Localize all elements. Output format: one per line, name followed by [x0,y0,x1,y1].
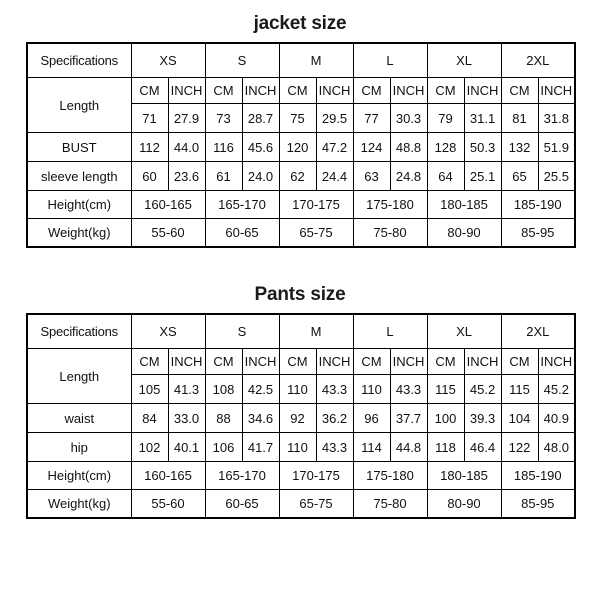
jacket-sleeve-cm-s: 61 [205,162,242,191]
pants-unit-inch-xs: INCH [168,349,205,375]
pants-unit-cm-m: CM [279,349,316,375]
jacket-measure-row-bust [27,133,575,162]
jacket-sleeve-cm-xs: 60 [131,162,168,191]
pants-hip-cm-s: 106 [205,433,242,462]
jacket-bust-cm-xl: 128 [427,133,464,162]
jacket-unit-cm-m: CM [279,78,316,104]
jacket-length-cm-l: 77 [353,104,390,133]
jacket-weight-m: 65-75 [279,219,353,248]
pants-unit-inch-l: INCH [390,349,427,375]
pants-unit-inch-xl: INCH [464,349,501,375]
jacket-height-s: 165-170 [205,191,279,219]
pants-size-header-xs: XS [131,314,205,349]
pants-weight-row [27,490,575,519]
pants-weight-xs: 55-60 [131,490,205,519]
jacket-length-cm-xs: 71 [131,104,168,133]
jacket-height-l: 175-180 [353,191,427,219]
jacket-bust-cm-2xl: 132 [501,133,538,162]
pants-size-section [26,248,574,519]
jacket-units-row [27,78,575,104]
pants-length-cm-s: 108 [205,375,242,404]
pants-hip-cm-2xl: 122 [501,433,538,462]
jacket-row-label-height: Height(cm) [27,191,131,219]
jacket-size-table [26,42,576,248]
pants-waist-cm-s: 88 [205,404,242,433]
jacket-bust-inch-s: 45.6 [242,133,279,162]
pants-length-inch-xs: 41.3 [168,375,205,404]
jacket-size-header-2xl: 2XL [501,43,575,78]
pants-size-header-xl: XL [427,314,501,349]
jacket-bust-inch-xs: 44.0 [168,133,205,162]
jacket-sleeve-inch-s: 24.0 [242,162,279,191]
jacket-weight-2xl: 85-95 [501,219,575,248]
pants-unit-inch-m: INCH [316,349,353,375]
jacket-bust-inch-l: 48.8 [390,133,427,162]
pants-hip-inch-m: 43.3 [316,433,353,462]
pants-length-cm-2xl: 115 [501,375,538,404]
jacket-unit-inch-m: INCH [316,78,353,104]
jacket-height-xl: 180-185 [427,191,501,219]
jacket-length-inch-xl: 31.1 [464,104,501,133]
pants-row-label-weight: Weight(kg) [27,490,131,519]
pants-waist-cm-xl: 100 [427,404,464,433]
jacket-size-header-s: S [205,43,279,78]
jacket-length-inch-m: 29.5 [316,104,353,133]
pants-row-label-waist: waist [27,404,131,433]
pants-hip-cm-xs: 102 [131,433,168,462]
pants-waist-cm-2xl: 104 [501,404,538,433]
jacket-sleeve-cm-2xl: 65 [501,162,538,191]
pants-height-xl: 180-185 [427,462,501,490]
pants-row-label-length: Length [27,349,131,404]
pants-weight-2xl: 85-95 [501,490,575,519]
jacket-height-row [27,191,575,219]
pants-length-cm-m: 110 [279,375,316,404]
pants-hip-inch-xl: 46.4 [464,433,501,462]
jacket-unit-cm-xl: CM [427,78,464,104]
jacket-size-section [26,0,574,248]
pants-hip-inch-xs: 40.1 [168,433,205,462]
pants-size-table [26,313,576,519]
jacket-size-header-m: M [279,43,353,78]
jacket-unit-inch-l: INCH [390,78,427,104]
jacket-sleeve-inch-xs: 23.6 [168,162,205,191]
pants-unit-inch-2xl: INCH [538,349,575,375]
pants-waist-inch-s: 34.6 [242,404,279,433]
pants-size-header-s: S [205,314,279,349]
pants-row-label-height: Height(cm) [27,462,131,490]
jacket-sleeve-inch-l: 24.8 [390,162,427,191]
pants-waist-inch-l: 37.7 [390,404,427,433]
jacket-length-cm-2xl: 81 [501,104,538,133]
pants-height-row [27,462,575,490]
jacket-weight-l: 75-80 [353,219,427,248]
jacket-sleeve-inch-2xl: 25.5 [538,162,575,191]
jacket-unit-cm-s: CM [205,78,242,104]
pants-length-cm-xl: 115 [427,375,464,404]
jacket-length-cm-s: 73 [205,104,242,133]
jacket-bust-inch-m: 47.2 [316,133,353,162]
jacket-bust-cm-xs: 112 [131,133,168,162]
pants-row-label-hip: hip [27,433,131,462]
pants-header-row [27,314,575,349]
pants-length-cm-l: 110 [353,375,390,404]
jacket-header-row [27,43,575,78]
jacket-measure-row-sleeve-length [27,162,575,191]
pants-hip-inch-l: 44.8 [390,433,427,462]
jacket-sleeve-cm-l: 63 [353,162,390,191]
pants-units-row [27,349,575,375]
jacket-weight-xl: 80-90 [427,219,501,248]
jacket-bust-cm-s: 116 [205,133,242,162]
jacket-chart-title: jacket size [253,13,347,34]
jacket-sleeve-cm-m: 62 [279,162,316,191]
jacket-size-header-l: L [353,43,427,78]
pants-weight-l: 75-80 [353,490,427,519]
jacket-unit-cm-2xl: CM [501,78,538,104]
pants-length-inch-xl: 45.2 [464,375,501,404]
pants-spec-header: Specifications [27,314,131,349]
pants-measure-row-hip [27,433,575,462]
pants-hip-cm-xl: 118 [427,433,464,462]
jacket-sleeve-inch-xl: 25.1 [464,162,501,191]
jacket-row-label-sleeve-length: sleeve length [27,162,131,191]
jacket-bust-inch-xl: 50.3 [464,133,501,162]
jacket-size-header-xs: XS [131,43,205,78]
jacket-length-inch-s: 28.7 [242,104,279,133]
pants-waist-inch-xl: 39.3 [464,404,501,433]
jacket-weight-xs: 55-60 [131,219,205,248]
pants-waist-inch-m: 36.2 [316,404,353,433]
jacket-unit-inch-xl: INCH [464,78,501,104]
jacket-length-inch-2xl: 31.8 [538,104,575,133]
jacket-unit-inch-2xl: INCH [538,78,575,104]
jacket-height-m: 170-175 [279,191,353,219]
pants-unit-cm-xs: CM [131,349,168,375]
pants-height-2xl: 185-190 [501,462,575,490]
pants-length-inch-l: 43.3 [390,375,427,404]
pants-size-header-2xl: 2XL [501,314,575,349]
jacket-weight-s: 60-65 [205,219,279,248]
pants-hip-cm-m: 110 [279,433,316,462]
jacket-row-label-length: Length [27,78,131,133]
pants-hip-inch-s: 41.7 [242,433,279,462]
pants-weight-m: 65-75 [279,490,353,519]
pants-unit-cm-l: CM [353,349,390,375]
jacket-length-inch-l: 30.3 [390,104,427,133]
jacket-unit-inch-s: INCH [242,78,279,104]
jacket-unit-cm-xs: CM [131,78,168,104]
jacket-size-header-xl: XL [427,43,501,78]
pants-waist-inch-xs: 33.0 [168,404,205,433]
pants-size-header-l: L [353,314,427,349]
pants-height-xs: 160-165 [131,462,205,490]
jacket-sleeve-inch-m: 24.4 [316,162,353,191]
pants-waist-cm-l: 96 [353,404,390,433]
pants-height-l: 175-180 [353,462,427,490]
pants-length-inch-s: 42.5 [242,375,279,404]
jacket-unit-inch-xs: INCH [168,78,205,104]
pants-length-cm-xs: 105 [131,375,168,404]
pants-size-header-m: M [279,314,353,349]
pants-hip-cm-l: 114 [353,433,390,462]
jacket-length-inch-xs: 27.9 [168,104,205,133]
jacket-row-label-weight: Weight(kg) [27,219,131,248]
pants-height-m: 170-175 [279,462,353,490]
jacket-unit-cm-l: CM [353,78,390,104]
jacket-length-cm-xl: 79 [427,104,464,133]
jacket-bust-inch-2xl: 51.9 [538,133,575,162]
jacket-row-label-bust: BUST [27,133,131,162]
pants-weight-xl: 80-90 [427,490,501,519]
jacket-sleeve-cm-xl: 64 [427,162,464,191]
pants-waist-cm-m: 92 [279,404,316,433]
jacket-spec-header: Specifications [27,43,131,78]
pants-measure-row-waist [27,404,575,433]
pants-unit-cm-2xl: CM [501,349,538,375]
jacket-bust-cm-m: 120 [279,133,316,162]
pants-height-s: 165-170 [205,462,279,490]
pants-unit-cm-xl: CM [427,349,464,375]
jacket-height-xs: 160-165 [131,191,205,219]
pants-length-inch-m: 43.3 [316,375,353,404]
jacket-weight-row [27,219,575,248]
pants-weight-s: 60-65 [205,490,279,519]
pants-chart-title: Pants size [254,284,346,305]
pants-waist-cm-xs: 84 [131,404,168,433]
jacket-height-2xl: 185-190 [501,191,575,219]
pants-length-inch-2xl: 45.2 [538,375,575,404]
pants-hip-inch-2xl: 48.0 [538,433,575,462]
jacket-bust-cm-l: 124 [353,133,390,162]
pants-waist-inch-2xl: 40.9 [538,404,575,433]
jacket-length-cm-m: 75 [279,104,316,133]
pants-unit-inch-s: INCH [242,349,279,375]
pants-unit-cm-s: CM [205,349,242,375]
